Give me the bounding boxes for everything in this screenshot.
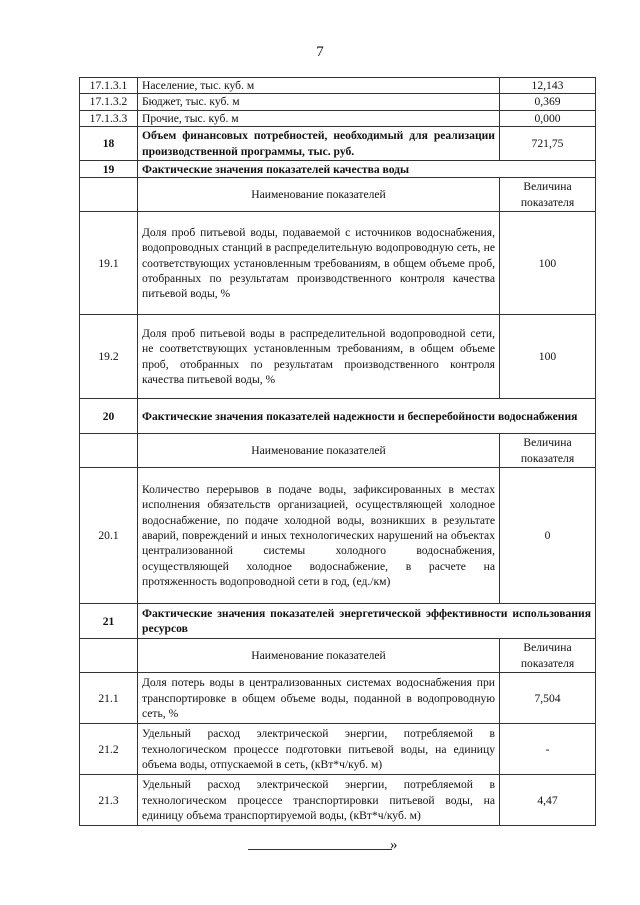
row-number: 19.2 — [80, 315, 138, 399]
table-row — [80, 673, 596, 724]
row-number: 17.1.3.3 — [80, 110, 138, 126]
header-name: Наименование показателей — [138, 639, 500, 673]
row-value: 0,000 — [500, 110, 596, 126]
section-number: 20 — [80, 399, 138, 434]
row-value: 12,143 — [500, 78, 596, 94]
header-value: Величина показателя — [500, 434, 596, 468]
header-value: Величина показателя — [500, 178, 596, 212]
section-title: Фактические значения показателей качества воды — [138, 161, 596, 178]
row-value: 721,75 — [500, 127, 596, 161]
row-number: 21.3 — [80, 775, 138, 826]
row-label: Бюджет, тыс. куб. м — [138, 94, 500, 110]
table-row — [80, 94, 596, 110]
row-label: Население, тыс. куб. м — [138, 78, 500, 94]
row-value: 0 — [500, 468, 596, 604]
row-number: 19.1 — [80, 212, 138, 315]
row-number: 21.1 — [80, 673, 138, 724]
row-number: 17.1.3.2 — [80, 94, 138, 110]
row-value: 7,504 — [500, 673, 596, 724]
row-value: 100 — [500, 315, 596, 399]
section-number: 19 — [80, 161, 138, 178]
row-label: Доля потерь воды в централизованных системах водоснабжения при транспортировке в общем объеме воды, поданной в водопроводную сеть, % — [138, 673, 500, 724]
closing-rule — [248, 849, 392, 850]
header-empty-cell — [80, 434, 138, 468]
table-row — [80, 315, 596, 399]
row-label: Количество перерывов в подаче воды, зафиксированных в местах исполнения обязательств организацией, осуществляющей холодное водоснабжение, по подаче холодной воды, возникших в результате аварий, повреждений и иных технологических нарушений на объектах централизованной системы холодного водоснабжения, осуществляющей холодное водоснабжение, в расчете на протяженность водопроводной сети в год, (ед./км) — [138, 468, 500, 604]
page-number: 7 — [316, 44, 324, 60]
section-row — [80, 161, 596, 178]
header-name: Наименование показателей — [138, 434, 500, 468]
section-row — [80, 399, 596, 434]
row-number: 17.1.3.1 — [80, 78, 138, 94]
row-label: Доля проб питьевой воды в распределительной водопроводной сети, не соответствующих установленным требованиям, в общем объеме проб, отобранных по результатам производственного контроля качества питьевой воды, % — [138, 315, 500, 399]
row-label: Доля проб питьевой воды, подаваемой с источников водоснабжения, водопроводных станций в распределительную водопроводную сеть, не соответствующих установленным требованиям, в общем объеме проб, отобранных по результатам производственного контроля качества питьевой воды, % — [138, 212, 500, 315]
table-row — [80, 110, 596, 126]
row-value: 0,369 — [500, 94, 596, 110]
row-label: Объем финансовых потребностей, необходимый для реализации производственной программы, тыс. руб. — [138, 127, 500, 161]
header-empty-cell — [80, 178, 138, 212]
table-row — [80, 468, 596, 604]
table-row — [80, 78, 596, 94]
row-label: Прочие, тыс. куб. м — [138, 110, 500, 126]
header-empty-cell — [80, 639, 138, 673]
header-value: Величина показателя — [500, 639, 596, 673]
table-row — [80, 127, 596, 161]
row-label: Удельный расход электрической энергии, потребляемой в технологическом процессе подготовки питьевой воды, на единицу объема воды, отпускаемой в сеть, (кВт*ч/куб. м) — [138, 724, 500, 775]
section-number: 21 — [80, 604, 138, 639]
row-number: 21.2 — [80, 724, 138, 775]
row-number: 18 — [80, 127, 138, 161]
section-row — [80, 604, 596, 639]
row-value: - — [500, 724, 596, 775]
table-row — [80, 212, 596, 315]
column-header-row — [80, 639, 596, 673]
section-title: Фактические значения показателей надежности и бесперебойности водоснабжения — [138, 399, 596, 434]
row-label: Удельный расход электрической энергии, потребляемой в технологическом процессе транспортировки питьевой воды, на единицу объема транспортируемой воды, (кВт*ч/куб. м) — [138, 775, 500, 826]
row-number: 20.1 — [80, 468, 138, 604]
table-row — [80, 724, 596, 775]
column-header-row — [80, 434, 596, 468]
table-row — [80, 775, 596, 826]
section-title: Фактические значения показателей энергетической эффективности использования ресурсов — [138, 604, 596, 639]
row-value: 4,47 — [500, 775, 596, 826]
indicators-table — [79, 77, 596, 826]
closing-quote: » — [390, 837, 398, 853]
header-name: Наименование показателей — [138, 178, 500, 212]
row-value: 100 — [500, 212, 596, 315]
column-header-row — [80, 178, 596, 212]
